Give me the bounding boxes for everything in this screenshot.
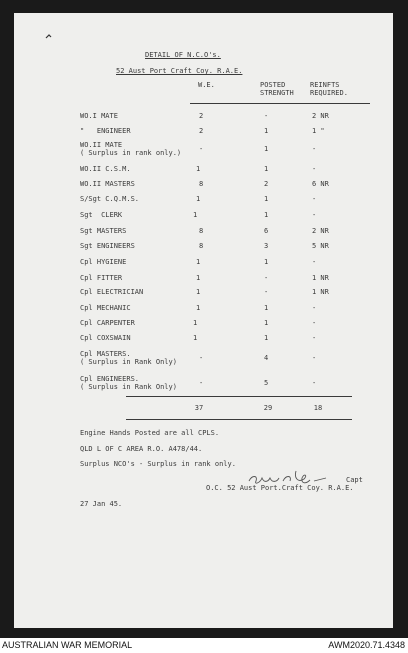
cell-reinfts: - (312, 379, 317, 387)
cell-posted: - (264, 288, 269, 296)
cell-posted: 6 (264, 227, 269, 235)
footer-bar (0, 638, 408, 653)
footer-accession-number: AWM2020.71.4348 (328, 640, 405, 650)
cell-reinfts: - (312, 211, 317, 219)
rank-label: Cpl CARPENTER (80, 319, 135, 327)
rank-label: WO.II C.S.M. (80, 165, 131, 173)
rank-label: Cpl COXSWAIN (80, 334, 131, 342)
cell-reinfts: - (312, 334, 317, 342)
rank-label: WO.II MATE ( Surplus in rank only.) (80, 141, 182, 157)
cell-posted: 1 (264, 127, 269, 135)
rank-label: Cpl MECHANIC (80, 304, 131, 312)
cell-posted: 2 (264, 180, 269, 188)
cell-reinfts: 2 NR (312, 227, 329, 235)
cell-posted: 4 (264, 354, 269, 362)
paper-mark (45, 34, 53, 40)
cell-posted: 1 (264, 145, 269, 153)
rank-label: Cpl HYGIENE (80, 258, 127, 266)
cell-we: 1 (196, 274, 201, 282)
header-we: W.E. (198, 81, 215, 89)
totals-rule-bottom (126, 419, 352, 420)
cell-we: - (199, 354, 204, 362)
signature-office: O.C. 52 Aust Port.Craft Coy. R.A.E. (206, 484, 354, 492)
cell-posted: 1 (264, 304, 269, 312)
cell-we: 2 (199, 112, 204, 120)
cell-posted: 5 (264, 379, 269, 387)
total-posted: 29 (263, 404, 273, 412)
rank-label: Cpl MASTERS. ( Surplus in Rank Only) (80, 350, 177, 366)
header-underline (190, 103, 370, 104)
document-title: DETAIL OF N.C.O's. (145, 51, 221, 59)
cell-reinfts: - (312, 165, 317, 173)
cell-posted: 3 (264, 242, 269, 250)
cell-posted: - (264, 112, 269, 120)
cell-we: 1 (196, 258, 201, 266)
cell-reinfts: 6 NR (312, 180, 329, 188)
rank-label: " ENGINEER (80, 127, 131, 135)
cell-we: 1 (196, 165, 201, 173)
cell-reinfts: - (312, 304, 317, 312)
document-page (14, 13, 393, 628)
cell-reinfts: 1 NR (312, 288, 329, 296)
header-posted-strength: POSTED STRENGTH (260, 81, 294, 97)
note-area-ro: QLD L OF C AREA R.O. A478/44. (80, 445, 203, 453)
cell-we: 1 (193, 319, 198, 327)
cell-reinfts: - (312, 319, 317, 327)
total-we: 37 (194, 404, 204, 412)
document-date: 27 Jan 45. (80, 500, 123, 508)
cell-reinfts: 1 NR (312, 274, 329, 282)
note-engine-hands: Engine Hands Posted are all CPLS. (80, 429, 220, 437)
unit-name: 52 Aust Port Craft Coy. R.A.E. (116, 67, 243, 75)
cell-we: 8 (199, 242, 204, 250)
cell-posted: 1 (264, 165, 269, 173)
cell-we: 1 (196, 288, 201, 296)
cell-posted: - (264, 274, 269, 282)
cell-posted: 1 (264, 195, 269, 203)
cell-reinfts: - (312, 258, 317, 266)
cell-reinfts: - (312, 354, 317, 362)
rank-label: WO.II MASTERS (80, 180, 135, 188)
totals-rule-top (126, 396, 352, 397)
cell-we: 1 (193, 334, 198, 342)
cell-posted: 1 (264, 258, 269, 266)
rank-label: WO.I MATE (80, 112, 118, 120)
rank-label: S/Sgt C.Q.M.S. (80, 195, 140, 203)
rank-label: Cpl ENGINEERS. ( Surplus in Rank Only) (80, 375, 177, 391)
cell-reinfts: - (312, 195, 317, 203)
total-reinfts: 18 (313, 404, 323, 412)
cell-we: 8 (199, 180, 204, 188)
note-surplus: Surplus NCO's - Surplus in rank only. (80, 460, 236, 468)
cell-reinfts: 2 NR (312, 112, 329, 120)
rank-label: Sgt CLERK (80, 211, 123, 219)
cell-we: - (199, 379, 204, 387)
footer-source: AUSTRALIAN WAR MEMORIAL (2, 640, 133, 650)
header-reinfts-required: REINFTS REQUIRED. (310, 81, 348, 97)
rank-label: Cpl FITTER (80, 274, 123, 282)
cell-we: 8 (199, 227, 204, 235)
rank-label: Sgt ENGINEERS (80, 242, 135, 250)
cell-we: 1 (196, 304, 201, 312)
cell-we: - (199, 145, 204, 153)
cell-reinfts: 1 " (312, 127, 325, 135)
cell-posted: 1 (264, 334, 269, 342)
cell-reinfts: 5 NR (312, 242, 329, 250)
cell-we: 1 (193, 211, 198, 219)
cell-reinfts: - (312, 145, 317, 153)
cell-posted: 1 (264, 319, 269, 327)
cell-we: 2 (199, 127, 204, 135)
cell-posted: 1 (264, 211, 269, 219)
cell-we: 1 (196, 195, 201, 203)
rank-label: Cpl ELECTRICIAN (80, 288, 144, 296)
rank-label: Sgt MASTERS (80, 227, 127, 235)
signature-rank: Capt (346, 476, 363, 484)
